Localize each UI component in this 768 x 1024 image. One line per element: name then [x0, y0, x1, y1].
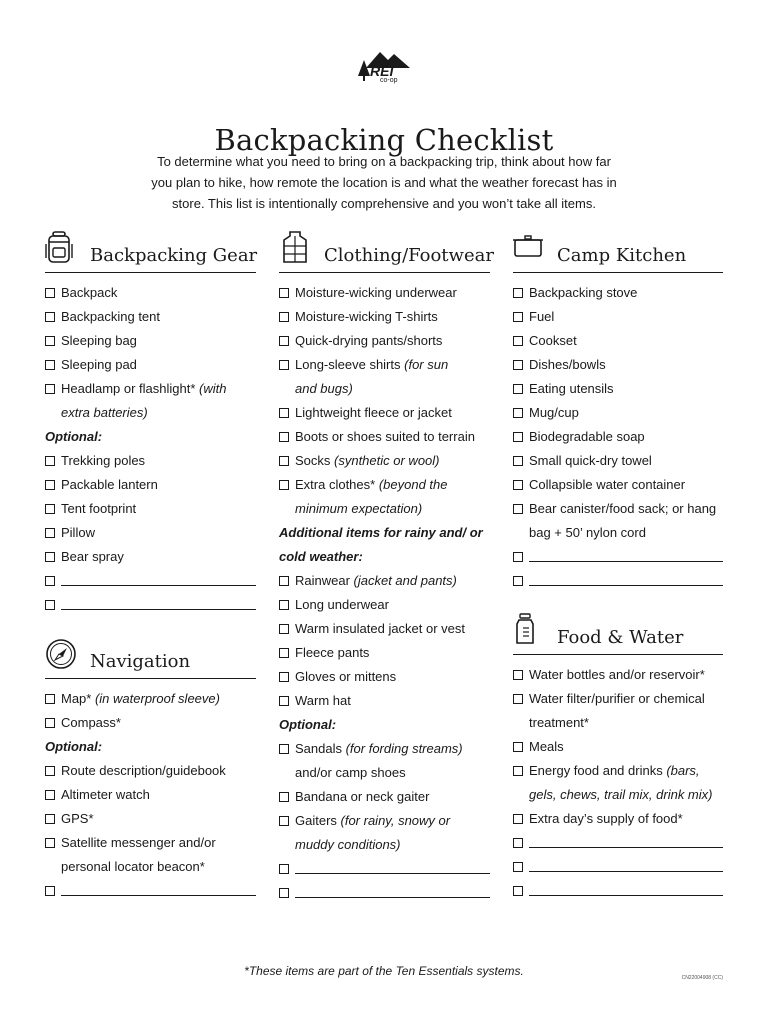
clothing-section-header: [279, 228, 494, 273]
list-item[interactable]: Rainwear (jacket and pants): [279, 569, 490, 593]
checkbox[interactable]: [45, 480, 55, 490]
blank-item[interactable]: [45, 569, 256, 593]
list-item[interactable]: Trekking poles: [45, 449, 256, 473]
checkbox[interactable]: [279, 648, 289, 658]
list-item[interactable]: Sandals (for fording streams): [279, 737, 490, 761]
pot-icon: [513, 230, 545, 264]
document-code: CN22004908 (CC): [681, 975, 723, 981]
list-item[interactable]: Water bottles and/or reservoir*: [513, 663, 723, 687]
checkbox[interactable]: [279, 288, 289, 298]
checkbox[interactable]: [279, 864, 289, 874]
checkbox[interactable]: [279, 744, 289, 754]
page-title: Backpacking Checklist: [214, 123, 554, 158]
checkbox[interactable]: [45, 456, 55, 466]
blank-item[interactable]: [45, 593, 256, 617]
checkbox[interactable]: [45, 766, 55, 776]
clothing-list: [279, 281, 490, 905]
gear-list: [45, 281, 256, 617]
write-in-line[interactable]: [529, 871, 723, 872]
checkbox[interactable]: [279, 888, 289, 898]
list-item-continuation: minimum expectation): [295, 501, 423, 516]
checkbox[interactable]: [513, 862, 523, 872]
checkbox[interactable]: [513, 360, 523, 370]
write-in-line[interactable]: [61, 895, 256, 896]
blank-item[interactable]: [45, 879, 256, 903]
navigation-section-header: [45, 634, 256, 679]
checkbox[interactable]: [513, 766, 523, 776]
list-item[interactable]: Mug/cup: [513, 401, 723, 425]
write-in-line[interactable]: [295, 897, 490, 898]
gear-column: [45, 228, 256, 617]
clothing-section-title: Clothing/Footwear: [324, 245, 494, 266]
list-item[interactable]: Boots or shoes suited to terrain: [279, 425, 490, 449]
checkbox[interactable]: [513, 456, 523, 466]
list-item[interactable]: Route description/guidebook: [45, 759, 256, 783]
list-item[interactable]: Backpack: [45, 281, 256, 305]
list-item[interactable]: Bear spray: [45, 545, 256, 569]
checkbox[interactable]: [45, 838, 55, 848]
list-item[interactable]: Extra day’s supply of food*: [513, 807, 723, 831]
kitchen-column: [513, 228, 723, 593]
list-item[interactable]: Altimeter watch: [45, 783, 256, 807]
checkbox[interactable]: [279, 696, 289, 706]
checkbox[interactable]: [45, 694, 55, 704]
checkbox[interactable]: [513, 576, 523, 586]
list-item-continuation: muddy conditions): [295, 837, 401, 852]
list-item[interactable]: Fuel: [513, 305, 723, 329]
list-item[interactable]: Long underwear: [279, 593, 490, 617]
clothing-column: [279, 228, 494, 905]
blank-item[interactable]: [279, 857, 490, 881]
kitchen-section-header: [513, 228, 723, 273]
list-item[interactable]: Warm insulated jacket or vest: [279, 617, 490, 641]
checkbox[interactable]: [45, 552, 55, 562]
list-item[interactable]: Extra clothes* (beyond the: [279, 473, 490, 497]
checkbox[interactable]: [45, 384, 55, 394]
list-item[interactable]: Moisture-wicking underwear: [279, 281, 490, 305]
checkbox[interactable]: [45, 814, 55, 824]
checkbox[interactable]: [513, 552, 523, 562]
list-item[interactable]: Backpacking tent: [45, 305, 256, 329]
additional-label: Additional items for rainy and/ or: [279, 525, 483, 540]
blank-item[interactable]: [513, 831, 723, 855]
list-item[interactable]: Socks (synthetic or wool): [279, 449, 490, 473]
checkbox[interactable]: [45, 718, 55, 728]
svg-text:co-op: co-op: [380, 77, 398, 84]
list-item-continuation: treatment*: [529, 715, 589, 730]
write-in-line[interactable]: [61, 609, 256, 610]
water-bottle-icon: [513, 612, 545, 646]
checkbox[interactable]: [279, 480, 289, 490]
navigation-column: [45, 634, 256, 903]
additional-label: cold weather:: [279, 549, 363, 564]
rei-coop-logo: [350, 46, 420, 86]
checkbox[interactable]: [45, 288, 55, 298]
checkbox[interactable]: [279, 408, 289, 418]
list-item[interactable]: Water filter/purifier or chemical: [513, 687, 723, 711]
checkbox[interactable]: [513, 336, 523, 346]
checkbox[interactable]: [45, 336, 55, 346]
list-item[interactable]: Satellite messenger and/or: [45, 831, 256, 855]
checkbox[interactable]: [513, 384, 523, 394]
list-item[interactable]: Fleece pants: [279, 641, 490, 665]
list-item[interactable]: Small quick-dry towel: [513, 449, 723, 473]
list-item[interactable]: Energy food and drinks (bars,: [513, 759, 723, 783]
list-item[interactable]: Long-sleeve shirts (for sun: [279, 353, 490, 377]
checkbox[interactable]: [45, 528, 55, 538]
compass-icon: [45, 636, 77, 670]
vest-icon: [279, 230, 311, 264]
checkbox[interactable]: [513, 694, 523, 704]
checkbox[interactable]: [513, 504, 523, 514]
footnote: *These items are part of the Ten Essentials systems.: [244, 964, 524, 978]
checkbox[interactable]: [45, 504, 55, 514]
checkbox[interactable]: [513, 838, 523, 848]
list-item-continuation: bag + 50’ nylon cord: [529, 525, 646, 540]
list-item[interactable]: Backpacking stove: [513, 281, 723, 305]
checkbox[interactable]: [513, 408, 523, 418]
food-section-header: [513, 610, 723, 655]
optional-label: Optional:: [279, 717, 337, 732]
checkbox[interactable]: [45, 600, 55, 610]
blank-item[interactable]: [513, 569, 723, 593]
checkbox[interactable]: [279, 624, 289, 634]
checkbox[interactable]: [279, 456, 289, 466]
list-item-continuation: extra batteries): [61, 405, 148, 420]
checkbox[interactable]: [513, 480, 523, 490]
checkbox[interactable]: [45, 576, 55, 586]
list-item[interactable]: Biodegradable soap: [513, 425, 723, 449]
list-item[interactable]: Sleeping bag: [45, 329, 256, 353]
checkbox[interactable]: [513, 312, 523, 322]
list-item[interactable]: Map* (in waterproof sleeve): [45, 687, 256, 711]
list-item[interactable]: Sleeping pad: [45, 353, 256, 377]
list-item[interactable]: Cookset: [513, 329, 723, 353]
checkbox[interactable]: [279, 312, 289, 322]
kitchen-section-title: Camp Kitchen: [557, 245, 687, 266]
gear-section-title: Backpacking Gear: [90, 245, 258, 266]
checkbox[interactable]: [279, 672, 289, 682]
checkbox[interactable]: [279, 360, 289, 370]
checkbox[interactable]: [279, 336, 289, 346]
checkbox[interactable]: [279, 792, 289, 802]
list-item-continuation: personal locator beacon*: [61, 859, 205, 874]
optional-label: Optional:: [45, 429, 103, 444]
list-item[interactable]: Gaiters (for rainy, snowy or: [279, 809, 490, 833]
list-item[interactable]: Meals: [513, 735, 723, 759]
list-item[interactable]: Packable lantern: [45, 473, 256, 497]
backpack-icon: [45, 230, 77, 264]
list-item[interactable]: Bear canister/food sack; or hang: [513, 497, 723, 521]
list-item[interactable]: Dishes/bowls: [513, 353, 723, 377]
write-in-line[interactable]: [529, 561, 723, 562]
optional-label: Optional:: [45, 739, 103, 754]
kitchen-list: [513, 281, 723, 593]
list-item[interactable]: Collapsible water container: [513, 473, 723, 497]
blank-item[interactable]: [513, 855, 723, 879]
intro-paragraph: To determine what you need to bring on a backpacking trip, think about how far you plan to hike, how remote the location is and what the weather forecast has in store. This list is intentionally comprehensive and you won’t take all items.: [151, 154, 617, 211]
list-item[interactable]: Gloves or mittens: [279, 665, 490, 689]
svg-text:REI: REI: [370, 63, 394, 79]
checkbox[interactable]: [45, 312, 55, 322]
list-item-continuation: gels, chews, trail mix, drink mix): [529, 787, 713, 802]
food-section-title: Food & Water: [557, 627, 684, 648]
navigation-section-title: Navigation: [90, 651, 191, 672]
blank-item[interactable]: [513, 879, 723, 903]
write-in-line[interactable]: [529, 895, 723, 896]
write-in-line[interactable]: [61, 585, 256, 586]
checkbox[interactable]: [513, 742, 523, 752]
list-item[interactable]: Lightweight fleece or jacket: [279, 401, 490, 425]
checkbox[interactable]: [279, 816, 289, 826]
checkbox[interactable]: [279, 600, 289, 610]
list-item[interactable]: Quick-drying pants/shorts: [279, 329, 490, 353]
write-in-line[interactable]: [529, 847, 723, 848]
food-column: [513, 610, 723, 903]
checkbox[interactable]: [513, 288, 523, 298]
checkbox[interactable]: [513, 814, 523, 824]
gear-section-header: [45, 228, 256, 273]
write-in-line[interactable]: [529, 585, 723, 586]
blank-item[interactable]: [513, 545, 723, 569]
checkbox[interactable]: [513, 432, 523, 442]
checkbox[interactable]: [279, 432, 289, 442]
write-in-line[interactable]: [295, 873, 490, 874]
checkbox[interactable]: [45, 886, 55, 896]
list-item[interactable]: Eating utensils: [513, 377, 723, 401]
list-item[interactable]: Warm hat: [279, 689, 490, 713]
checkbox[interactable]: [45, 790, 55, 800]
list-item[interactable]: Headlamp or flashlight* (with: [45, 377, 256, 401]
list-item[interactable]: GPS*: [45, 807, 256, 831]
list-item[interactable]: Compass*: [45, 711, 256, 735]
checkbox[interactable]: [279, 576, 289, 586]
food-list: [513, 663, 723, 903]
list-item-continuation: and/or camp shoes: [295, 765, 406, 780]
checkbox[interactable]: [513, 670, 523, 680]
list-item[interactable]: Tent footprint: [45, 497, 256, 521]
list-item-continuation: and bugs): [295, 381, 353, 396]
list-item[interactable]: Pillow: [45, 521, 256, 545]
checkbox[interactable]: [513, 886, 523, 896]
blank-item[interactable]: [279, 881, 490, 905]
list-item[interactable]: Moisture-wicking T-shirts: [279, 305, 490, 329]
checkbox[interactable]: [45, 360, 55, 370]
navigation-list: [45, 687, 256, 903]
list-item[interactable]: Bandana or neck gaiter: [279, 785, 490, 809]
